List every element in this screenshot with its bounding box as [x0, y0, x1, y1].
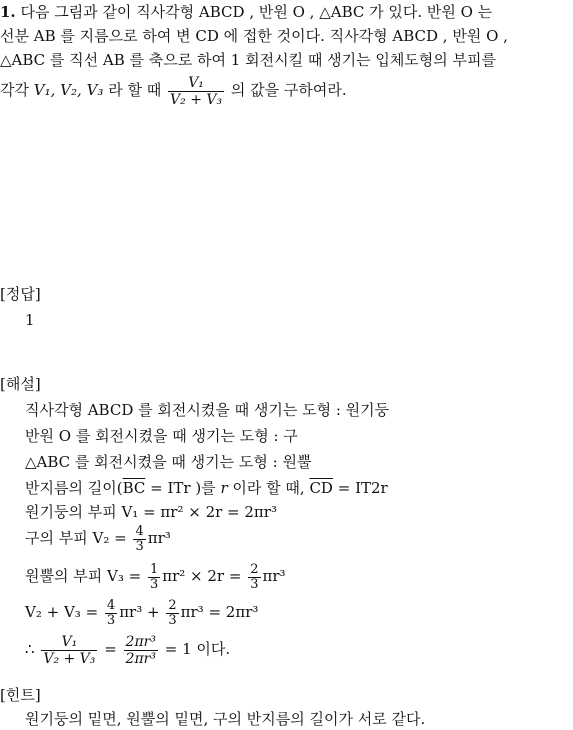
explanation-line-3: △ABC 를 회전시켰을 때 생기는 도형 : 원뿔 [25, 453, 312, 471]
v1-label: V₁, [33, 81, 56, 99]
fraction-2-3 [166, 599, 178, 628]
explanation-line-2: 반원 O 를 회전시켰을 때 생기는 도형 : 구 [25, 427, 298, 445]
fraction-denominator: 3 [135, 538, 144, 554]
explanation-8-suffix: πr³ = 2πr³ [180, 603, 259, 621]
fraction-numerator: 2 [250, 561, 259, 577]
explanation-6-prefix: 구의 부피 V₂ = [25, 529, 127, 547]
explanation-7-suffix: πr³ [262, 567, 286, 585]
figure-area [0, 120, 573, 280]
question-text-4-mid: 라 할 때 [108, 81, 162, 99]
fraction-4-3 [133, 525, 145, 554]
fraction-denominator: 3 [149, 576, 159, 592]
explanation-line-1: 직사각형 ABCD 를 회전시켰을 때 생기는 도형 : 원기둥 [25, 401, 390, 419]
fraction-numerator: 4 [106, 597, 116, 613]
fraction-denominator: 3 [106, 612, 116, 628]
fraction-numerator: 2 [168, 597, 177, 613]
fraction-2pir3 [124, 634, 158, 667]
explanation-4c: 이라 할 때, [232, 479, 305, 497]
fraction-denominator: 2πr³ [125, 650, 156, 667]
question-fraction [168, 75, 224, 108]
question-text-4-suffix: 의 값을 구하여라. [230, 81, 347, 99]
question-text-3: △ABC 를 직선 AB 를 축으로 하여 1 회전시킬 때 생기는 입체도형의 부피를 [0, 51, 497, 69]
equals-sign: = [104, 640, 117, 658]
explanation-line-9 [25, 627, 230, 671]
fraction-numerator: 4 [135, 523, 144, 539]
answer-heading: [정답] [0, 285, 41, 303]
explanation-7-prefix: 원뿔의 부피 V₃ = [25, 567, 142, 585]
question-text-2: 선분 AB 를 지름으로 하여 변 CD 에 접한 것이다. 직사각형 ABCD , 반원 O , [0, 27, 508, 45]
therefore-symbol: ∴ [25, 640, 35, 658]
fraction-denominator: 3 [250, 576, 259, 592]
explanation-9-suffix: = 1 이다. [164, 640, 231, 658]
explanation-6-suffix: πr³ [147, 529, 171, 547]
explanation-line-7 [25, 556, 286, 596]
explanation-7-mid: πr² × 2r = [162, 567, 242, 585]
hint-heading: [힌트] [0, 686, 41, 704]
question-line-2 [0, 25, 508, 47]
explanation-line-5: 원기둥의 부피 V₁ = πr² × 2r = 2πr³ [25, 503, 277, 521]
question-text-4-prefix: 각각 [0, 81, 29, 99]
fraction-denominator: V₂ + V₃ [43, 650, 96, 667]
fraction-2-3 [248, 563, 260, 592]
explanation-8-prefix: V₂ + V₃ = [25, 603, 99, 621]
fraction-numerator: 1 [149, 561, 159, 577]
question-text-1: 다음 그림과 같이 직사각형 ABCD , 반원 O , △ABC 가 있다. 반원 O 는 [20, 3, 493, 21]
explanation-line-4 [25, 477, 388, 499]
fraction-v1-over-sum [41, 634, 97, 667]
fraction-denominator: 3 [168, 612, 177, 628]
segment-bc: $\overline{BC}$ [122, 479, 146, 497]
answer-value: 1 [25, 311, 35, 329]
segment-cd: $\overline{CD}$ [309, 479, 333, 497]
explanation-4a: 반지름의 길이( [25, 479, 123, 497]
explanation-4d: = IT2r [332, 479, 388, 497]
explanation-8-mid: πr³ + [119, 603, 160, 621]
fraction-1-3 [148, 563, 160, 592]
fraction-4-3 [105, 599, 117, 628]
fraction-numerator: V₁ [41, 634, 97, 651]
explanation-line-6 [25, 518, 171, 558]
question-line-4 [0, 68, 347, 112]
fraction-numerator: 2πr³ [125, 633, 156, 650]
v2-label: V₂, [60, 81, 82, 99]
v3-label: V₃ [86, 81, 104, 99]
question-line-1 [0, 1, 492, 23]
question-fraction-numerator: V₁ [168, 75, 224, 92]
explanation-heading: [해설] [0, 375, 41, 393]
explanation-line-8 [25, 592, 258, 632]
hint-text: 원기둥의 밑면, 원뿔의 밑면, 구의 반지름의 길이가 서로 같다. [25, 710, 426, 728]
question-number: 1. [0, 3, 16, 21]
radius-symbol: r [220, 479, 228, 497]
explanation-4b: = ITr )를 [145, 479, 216, 497]
question-fraction-denominator: V₂ + V₃ [170, 91, 223, 108]
